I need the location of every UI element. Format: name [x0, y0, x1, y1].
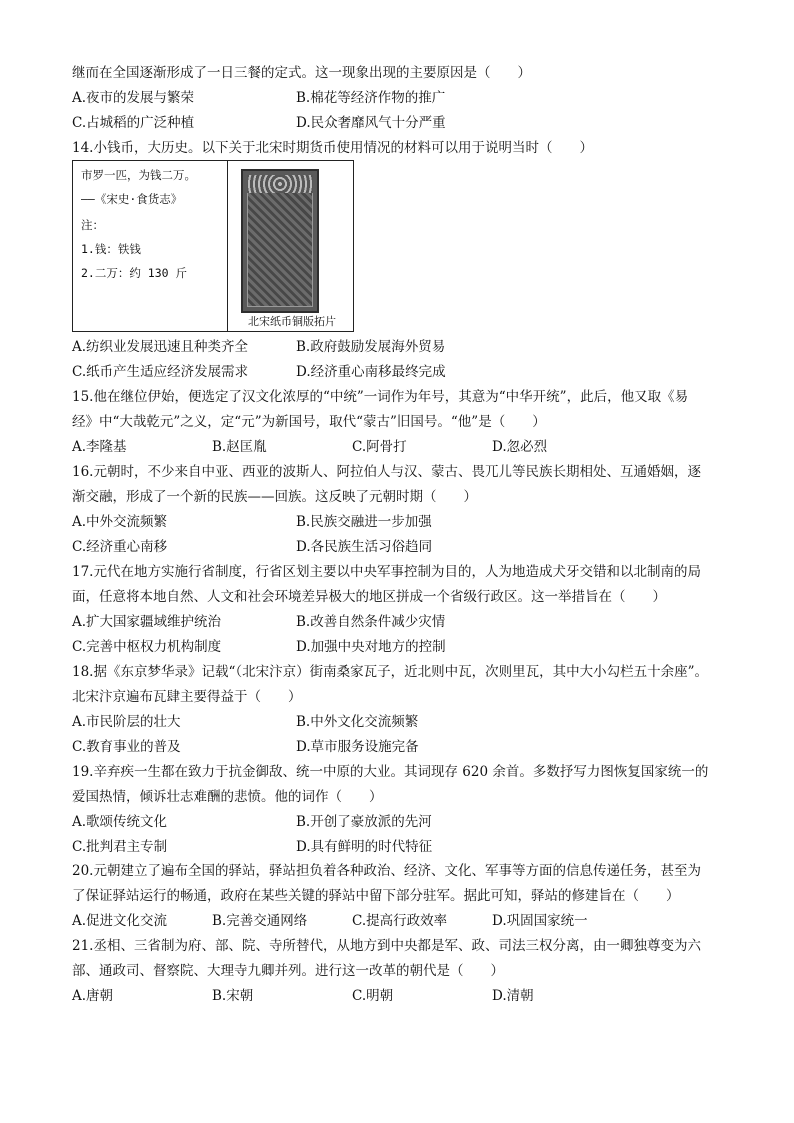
q21-option-b: B.宋朝 — [212, 988, 254, 1004]
q14-note-2: 2.二万：约 130 斤 — [81, 266, 187, 280]
q17-stem-line2: 面，任意将本地自然、人文和社会环境差异极大的地区拼成一个省级行政区。这一举措旨在（ ） — [72, 589, 666, 605]
q17-option-b: B.改善自然条件减少灾情 — [296, 614, 446, 630]
q21-option-c: C.明朝 — [352, 988, 394, 1004]
q20-option-d: D.巩固国家统一 — [492, 913, 588, 929]
q14-quote-panel — [73, 161, 228, 331]
q18-option-d: D.草市服务设施完备 — [296, 739, 419, 755]
q20-option-c: C.提高行政效率 — [352, 913, 448, 929]
q21-stem-line1: 21.丞相、三省制为府、部、院、寺所替代，从地方到中央都是军、政、司法三权分离，由一卿独尊变为六 — [72, 938, 701, 954]
q20-option-a: A.促进文化交流 — [72, 913, 168, 929]
q16-option-d: D.各民族生活习俗趋同 — [296, 539, 433, 555]
q20-stem-line1: 20.元朝建立了遍布全国的驿站，驿站担负着各种政治、经济、文化、军事等方面的信息传递任务，甚至为 — [72, 863, 701, 879]
q16-stem-line1: 16.元朝时，不少来自中亚、西亚的波斯人、阿拉伯人与汉、蒙古、畏兀儿等民族长期相处、互通婚姻，逐 — [72, 464, 701, 480]
q13-option-d: D.民众奢靡风气十分严重 — [296, 115, 446, 131]
q13-option-b: B.棉花等经济作物的推广 — [296, 90, 446, 106]
q14-note-title: 注： — [81, 218, 104, 232]
q13-stem: 继而在全国逐渐形成了一日三餐的定式。这一现象出现的主要原因是（ ） — [72, 65, 531, 81]
q14-option-a: A.纺织业发展迅速且种类齐全 — [72, 339, 249, 355]
q17-option-d: D.加强中央对地方的控制 — [296, 639, 446, 655]
q14-quote-line: 市罗一匹，为钱二万。 — [81, 168, 196, 182]
q18-stem-line1: 18.据《东京梦华录》记载“（北宋汴京）街南桑家瓦子，近北则中瓦，次则里瓦，其中大小勾栏五十余座”。 — [72, 664, 709, 680]
q21-stem-line2: 部、通政司、督察院、大理寺九卿并列。进行这一改革的朝代是（ ） — [72, 963, 504, 979]
q19-option-a: A.歌颂传统文化 — [72, 814, 168, 830]
q17-option-a: A.扩大国家疆域维护统治 — [72, 614, 222, 630]
q18-option-a: A.市民阶层的壮大 — [72, 714, 181, 730]
q14-quote-source: ——《宋史·食货志》 — [81, 192, 183, 206]
q19-option-d: D.具有鲜明的时代特征 — [296, 839, 433, 855]
q16-option-a: A.中外交流频繁 — [72, 514, 168, 530]
q21-option-d: D.清朝 — [492, 988, 534, 1004]
q19-stem-line2: 爱国热情，倾诉壮志难酬的悲愤。他的词作（ ） — [72, 789, 383, 805]
q15-stem-line2: 经》中“大哉乾元”之义，定“元”为新国号，取代“蒙古”旧国号。“他”是（ ） — [72, 414, 546, 430]
q16-option-b: B.民族交融进一步加强 — [296, 514, 432, 530]
q14-stem: 14.小钱币，大历史。以下关于北宋时期货币使用情况的材料可以用于说明当时（ ） — [72, 140, 593, 156]
q14-image-caption: 北宋纸币铜版拓片 — [248, 315, 336, 328]
q13-option-c: C.占城稻的广泛种植 — [72, 115, 195, 131]
q14-option-d: D.经济重心南移最终完成 — [296, 364, 446, 380]
q20-option-b: B.完善交通网络 — [212, 913, 308, 929]
q19-stem-line1: 19.辛弃疾一生都在致力于抗金御敌、统一中原的大业。其词现存 620 余首。多数抒写力图恢复国家统一的 — [72, 764, 709, 780]
q18-option-c: C.教育事业的普及 — [72, 739, 181, 755]
q17-option-c: C.完善中枢权力机构制度 — [72, 639, 222, 655]
q19-option-c: C.批判君主专制 — [72, 839, 168, 855]
q14-note-1: 1.钱：铁钱 — [81, 242, 141, 256]
q21-option-a: A.唐朝 — [72, 988, 114, 1004]
banknote-rubbing-image — [241, 169, 319, 313]
q15-option-c: C.阿骨打 — [352, 439, 407, 455]
q14-option-c: C.纸币产生适应经济发展需求 — [72, 364, 249, 380]
q18-stem-line2: 北宋汴京遍布瓦肆主要得益于（ ） — [72, 689, 302, 705]
q15-option-a: A.李隆基 — [72, 439, 127, 455]
q14-material-box — [72, 160, 354, 332]
q14-option-b: B.政府鼓励发展海外贸易 — [296, 339, 446, 355]
q13-option-a: A.夜市的发展与繁荣 — [72, 90, 195, 106]
q15-stem-line1: 15.他在继位伊始，便选定了汉文化浓厚的“中统”一词作为年号，其意为“中华开统”，此后，他又取《易 — [72, 389, 689, 405]
q17-stem-line1: 17.元代在地方实施行省制度，行省区划主要以中央军事控制为目的，人为地造成犬牙交错和以北制南的局 — [72, 564, 701, 580]
q20-stem-line2: 了保证驿站运行的畅通，政府在某些关键的驿站中留下部分驻军。据此可知，驿站的修建旨在（ ） — [72, 888, 680, 904]
q16-stem-line2: 渐交融，形成了一个新的民族——回族。这反映了元朝时期（ ） — [72, 489, 477, 505]
q16-option-c: C.经济重心南移 — [72, 539, 168, 555]
q15-option-b: B.赵匡胤 — [212, 439, 267, 455]
q18-option-b: B.中外文化交流频繁 — [296, 714, 419, 730]
q19-option-b: B.开创了豪放派的先河 — [296, 814, 432, 830]
q15-option-d: D.忽必烈 — [492, 439, 548, 455]
